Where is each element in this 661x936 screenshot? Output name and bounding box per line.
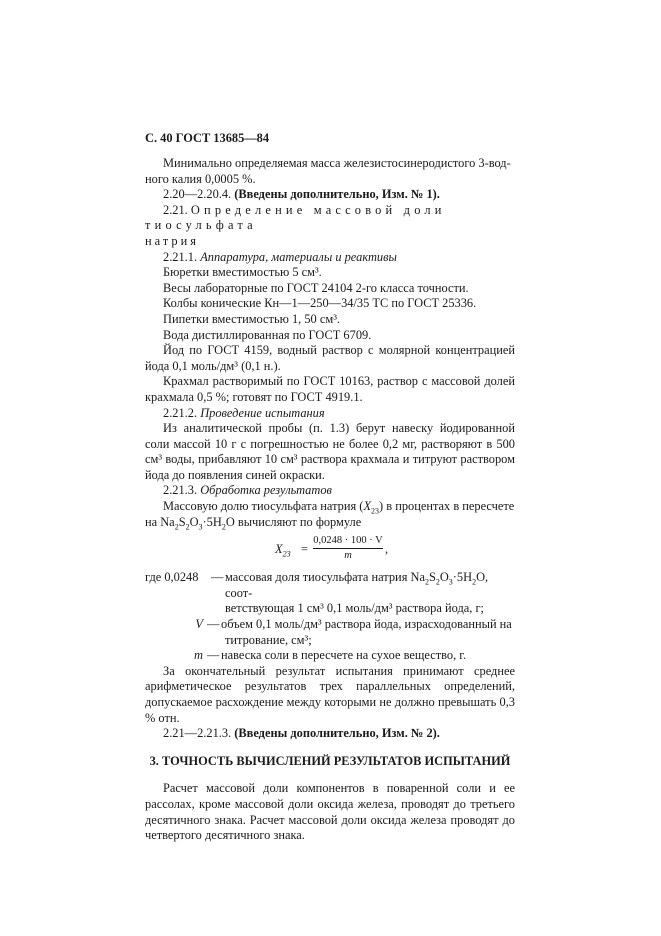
formula-subscript: 2 (221, 522, 226, 532)
formula-text: ·5H (202, 514, 222, 529)
calculation-intro (145, 499, 515, 515)
def-subscript: 2 (472, 577, 477, 587)
formula-subscript: 2 (174, 522, 179, 532)
main-text-column (145, 156, 515, 844)
equipment-item: Пипетки вместимостью 1, 50 см³. (163, 311, 341, 326)
formula-comma: , (385, 542, 389, 557)
def-subscript: 2 (435, 577, 440, 587)
calc-intro-text: Массовую долю тиосульфата натрия ( (163, 499, 364, 514)
formula-text: на Na (145, 514, 175, 529)
final-result-text: За окончательный результат испытания принимают среднее арифметическое результатов трех параллельных определений, допускаемое расхождение между которыми не должно превышать 0,3 % отн. (145, 663, 515, 725)
def-text: объем 0,1 моль/дм³ раствора йода, израсходованный на (221, 617, 512, 632)
clause-2-21-2-number: 2.21.2. (163, 405, 198, 420)
def-subscript: 3 (448, 577, 453, 587)
clause-2-21-number: 2.21. (163, 202, 188, 217)
clause-2-21-3-number: 2.21.3. (163, 483, 198, 498)
def-text: титрование, см³; (225, 632, 312, 647)
starch-reagent: Крахмал растворимый по ГОСТ 10163, раствор с массовой долей крахмала 0,5 %; готовят по ГОСТ 4919.1. (145, 374, 515, 404)
formula-fraction (313, 534, 383, 562)
page-header: С. 40 ГОСТ 13685—84 (145, 131, 270, 145)
equipment-item: Бюретки вместимостью 5 см³. (163, 265, 322, 280)
definition-0248 (145, 570, 515, 601)
clause-2-20-number: 2.20—2.20.4. (163, 187, 232, 202)
formula-subscript: 2 (185, 522, 190, 532)
formula-lhs-var: X (275, 542, 283, 557)
calculation-intro-cont (145, 515, 515, 531)
procedure-text: Из аналитической пробы (п. 1.3) берут навеску йодированной соли массой 10 г с погрешностью не более 0,2 мг, растворяют в 500 см³ воды, прибавляют 10 см³ раствора крахмала и титруют раствором йода до появления синей окраски. (145, 421, 515, 482)
formula-text: O вычисляют по формуле (225, 514, 362, 529)
formula-lhs (275, 542, 291, 558)
calc-intro-text: ) в процентах в пересчете (379, 499, 515, 514)
def-dash: — (211, 570, 224, 585)
formula-subscript: 3 (198, 522, 203, 532)
equipment-item: Весы лабораторные по ГОСТ 24104 2-го класса точности. (163, 280, 469, 295)
definition-0248-cont (145, 601, 515, 617)
def-text: ветствующая 1 см³ 0,1 моль/дм³ раствора йода, г; (225, 601, 484, 616)
clause-2-20 (145, 187, 515, 203)
calc-intro-variable: X (363, 499, 372, 514)
clause-2-21-1-heading (145, 250, 515, 266)
def-text-part: S (428, 570, 436, 585)
clause-2-21-end-amendment: (Введены дополнительно, Изм. № 2). (234, 726, 440, 741)
clause-2-21-title: Определение массовой доли тиосульфата (145, 202, 446, 233)
def-text-part: ·5H (452, 570, 473, 585)
def-spacer (145, 601, 225, 617)
definition-m (145, 648, 515, 664)
def-dash: — (207, 648, 220, 663)
clause-2-21-heading (145, 203, 515, 234)
def-subscript: 2 (424, 577, 429, 587)
def-dash: — (207, 617, 220, 632)
equipment-item: Вода дистиллированная по ГОСТ 6709. (163, 327, 372, 342)
equipment-item: Колбы конические Кн—1—250—34/35 ТС по ГОСТ 25336. (163, 296, 477, 311)
clause-2-21-3-heading (145, 483, 515, 499)
def-text-part: массовая доля тиосульфата натрия Na (225, 570, 425, 585)
clause-2-21-1-number: 2.21.1. (163, 249, 198, 264)
variable-definitions (145, 570, 515, 664)
def-label-m: m (194, 648, 203, 663)
clause-2-21-3-title: Обработка результатов (200, 483, 332, 498)
clause-2-21-title-cont: натрия (145, 233, 199, 248)
clause-2-21-end-number: 2.21—2.21.3. (163, 726, 232, 741)
section-3-text: Расчет массовой доли компонентов в поваренной соли и ее рассолах, кроме массовой доли оксида железа, проводят до третьего десятичного знака. Расчет массовой доли оксида железа проводят до четвертого десятичного знака. (145, 781, 515, 843)
def-text-part: O, соот- (225, 570, 489, 600)
clause-2-21-1-title: Аппаратура, материалы и реактивы (200, 249, 397, 264)
def-text: навеска соли в пересчете на сухое вещество, г. (221, 648, 467, 663)
iodine-reagent: Йод по ГОСТ 4159, водный раствор с молярной концентрацией йода 0,1 моль/дм³ (0,1 н.). (145, 343, 515, 373)
def-text (225, 570, 515, 601)
clause-2-21-2-heading (145, 406, 515, 422)
def-text-part: O (439, 570, 449, 585)
clause-2-21-2-title: Проведение испытания (200, 405, 325, 420)
formula-equals: = (301, 542, 308, 557)
definition-v (145, 617, 515, 633)
def-label-v: V (195, 617, 203, 632)
clause-2-20-amendment: (Введены дополнительно, Изм. № 1). (234, 187, 440, 202)
calc-intro-subscript: 23 (371, 506, 380, 516)
formula-denominator: m (344, 550, 352, 562)
def-spacer (145, 633, 225, 649)
formula-text: O (189, 514, 199, 529)
min-mass-line-2: ного калия 0,0005 %. (145, 171, 256, 186)
min-mass-line-1: Минимально определяемая масса железистосинеродистого 3-вод- (163, 156, 511, 170)
def-label: где 0,0248 (145, 570, 199, 585)
definition-v-cont (145, 633, 515, 649)
section-3-heading: 3. ТОЧНОСТЬ ВЫЧИСЛЕНИЙ РЕЗУЛЬТАТОВ ИСПЫТАНИЙ (149, 753, 511, 768)
formula-text: S (178, 514, 186, 529)
formula-x23 (145, 530, 515, 570)
clause-2-21-amendment (145, 726, 515, 742)
formula-lhs-subscript: 23 (282, 549, 291, 559)
formula-numerator: 0,0248 · 100 · V (313, 534, 383, 549)
